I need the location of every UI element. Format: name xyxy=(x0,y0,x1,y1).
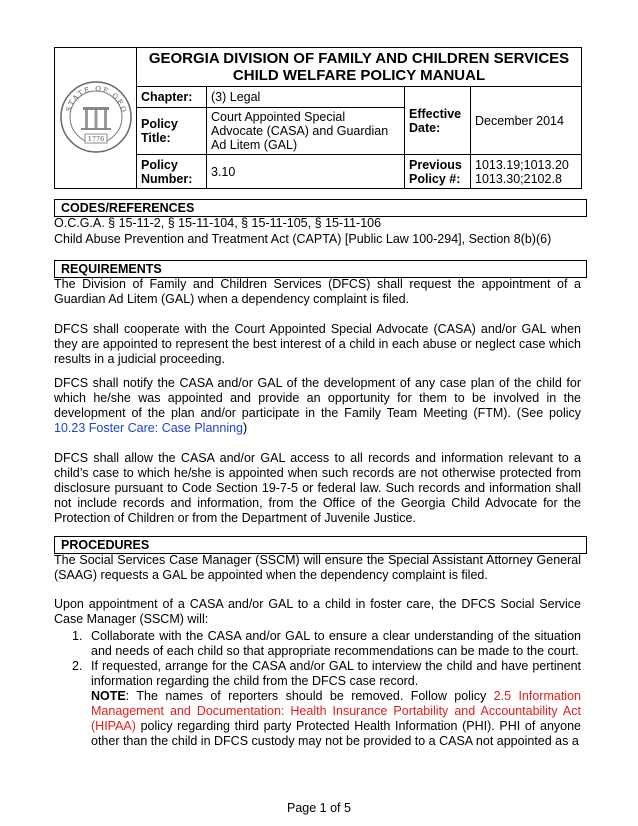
chapter-value: (3) Legal xyxy=(207,87,405,108)
requirements-paragraph-3 xyxy=(54,376,581,436)
state-seal-cell xyxy=(55,48,137,189)
procedures-heading: PROCEDURES xyxy=(54,536,587,554)
effective-date-value: December 2014 xyxy=(471,87,582,155)
list-number: 2. xyxy=(72,659,83,673)
agency-title: GEORGIA DIVISION OF FAMILY AND CHILDREN SERVICES xyxy=(148,50,570,67)
procedure-item-1 xyxy=(72,629,581,659)
previous-policy-value xyxy=(471,155,582,189)
requirements-p3-close: ) xyxy=(243,421,248,435)
requirements-paragraph-4: DFCS shall allow the CASA and/or GAL access to all records and information relevant to a child’s case to which he/she is appointed when such records are not otherwise protected from disclosure pursuant to Code Section 19-7-5 or federal law. Such records and information shall not include records and information, from the Office of the Georgia Child Advocate for the Protection of Children or from the Department of Juvenile Justice. xyxy=(54,451,581,525)
georgia-seal-icon xyxy=(59,80,133,154)
list-number: 1. xyxy=(72,629,83,643)
manual-title-cell xyxy=(137,48,582,87)
requirements-heading: REQUIREMENTS xyxy=(54,260,587,278)
codes-line-1: O.C.G.A. § 15-11-2, § 15-11-104, § 15-11-105, § 15-11-106 xyxy=(54,216,382,230)
procedure-item-2-text: If requested, arrange for the CASA and/or GAL to interview the child and have pertinent information regarding the child from the DFCS case record. xyxy=(91,659,581,688)
manual-title: CHILD WELFARE POLICY MANUAL xyxy=(232,67,486,84)
policy-header-table xyxy=(54,47,582,189)
procedure-item-1-text: Collaborate with the CASA and/or GAL to ensure a clear understanding of the situation and needs of each child so that appropriate recommendations can be made to the court. xyxy=(91,629,581,658)
requirements-paragraph-1: The Division of Family and Children Services (DFCS) shall request the appointment of a Guardian Ad Litem (GAL) when a dependency complaint is filed. xyxy=(54,277,581,306)
procedures-paragraph-1: The Social Services Case Manager (SSCM) will ensure the Special Assistant Attorney General (SAAG) requests a GAL be appointed when the dependency complaint is filed. xyxy=(54,553,581,582)
codes-heading: CODES/REFERENCES xyxy=(54,199,587,217)
hipaa-policy-link[interactable]: 2.5 Information Management and Documentation: Health Insurance Portability and Accountability Act (HIPAA) xyxy=(91,689,581,733)
seal-year: 1776 xyxy=(87,134,105,143)
case-planning-link[interactable]: 10.23 Foster Care: Case Planning xyxy=(54,421,243,435)
policy-title-value: Court Appointed Special Advocate (CASA) and Guardian Ad Litem (GAL) xyxy=(207,108,405,155)
policy-number-label: Policy Number: xyxy=(137,155,207,189)
policy-number-value: 3.10 xyxy=(207,155,405,189)
note-label: NOTE xyxy=(91,689,126,703)
requirements-p3-text: DFCS shall notify the CASA and/or GAL of the development of any case plan of the child for which he/she was appointed and provide an opportunity for them to be involved in the development of the plan and/or participate in the Family Team Meeting (FTM). (See policy xyxy=(54,376,581,420)
requirements-paragraph-2: DFCS shall cooperate with the Court Appointed Special Advocate (CASA) and/or GAL when they are appointed to represent the best interest of a child in each abuse or neglect case which results in a judicial proceeding. xyxy=(54,322,581,366)
effective-date-label: Effective Date: xyxy=(405,87,471,155)
note-text-end: policy regarding third party Protected Health Information (PHI). PHI of anyone other than the child in DFCS custody may not be provided to a CASA not appointed as a xyxy=(91,719,581,748)
procedures-paragraph-2: Upon appointment of a CASA and/or GAL to a child in foster care, the DFCS Social Service Case Manager (SSCM) will: xyxy=(54,597,581,626)
previous-policy-line-2: 1013.30;2102.8 xyxy=(475,171,562,186)
seal-text: STATE OF GEO xyxy=(64,84,128,114)
procedure-item-2 xyxy=(72,659,581,749)
chapter-label: Chapter: xyxy=(137,87,207,108)
policy-title-label: Policy Title: xyxy=(137,108,207,155)
page-number: Page 1 of 5 xyxy=(287,801,351,815)
note-text: : The names of reporters should be removed. Follow policy xyxy=(125,689,494,703)
note-paragraph xyxy=(91,689,581,749)
codes-line-2: Child Abuse Prevention and Treatment Act (CAPTA) [Public Law 100-294], Section 8(b)(6) xyxy=(54,232,552,246)
previous-policy-line-1: 1013.19;1013.20 xyxy=(475,157,569,172)
previous-policy-label: Previous Policy #: xyxy=(405,155,471,189)
